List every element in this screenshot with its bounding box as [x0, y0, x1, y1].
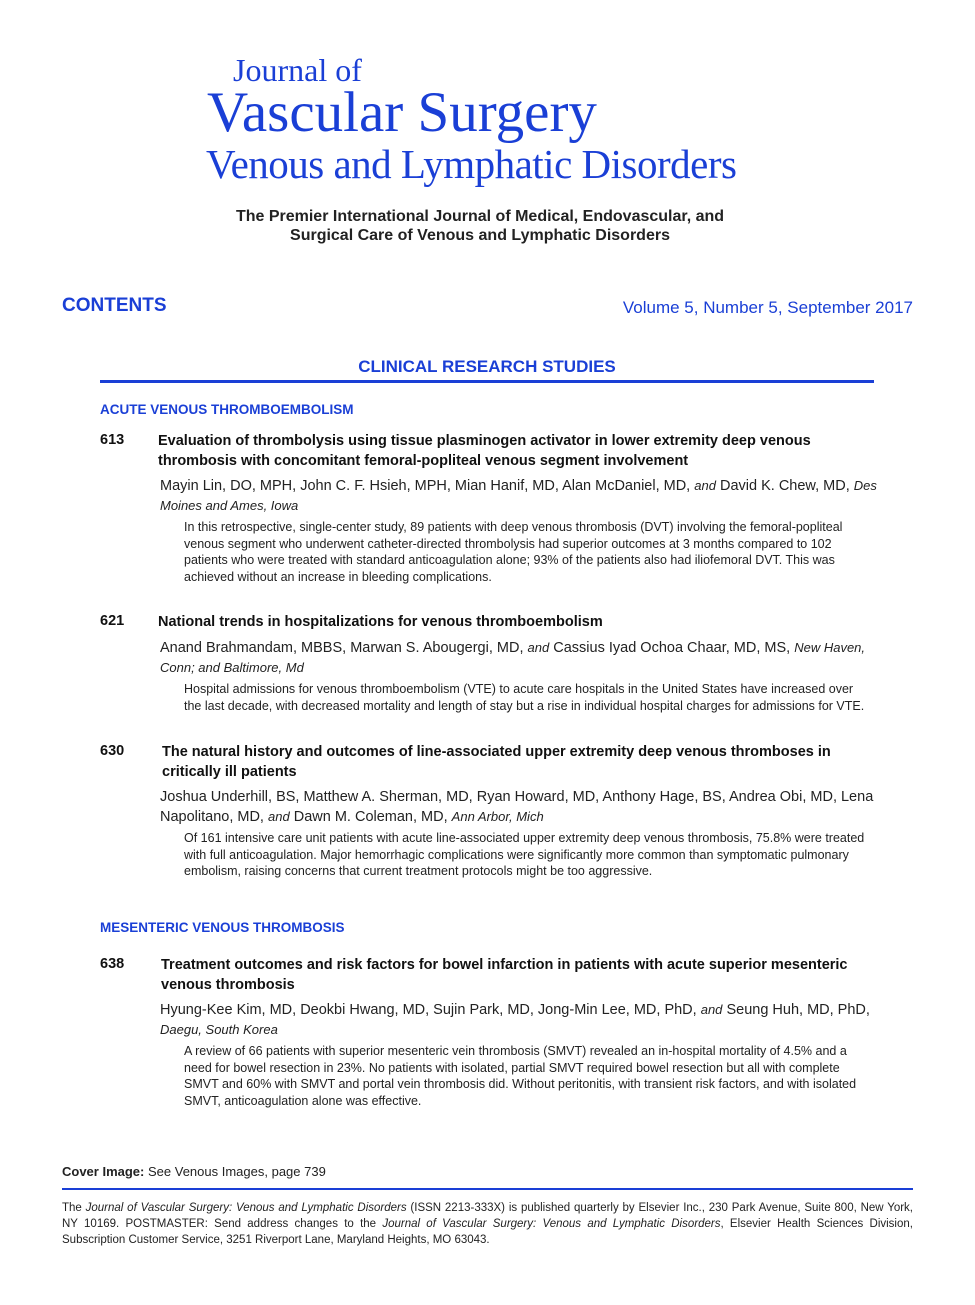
footer-text-2: (ISSN 2213-333X) is published quarterly by Elsevier Inc., 230 Park Avenue, Suite 800, New York, NY 10169. POSTMASTER: Send address changes to the [62, 1202, 914, 1230]
authors-location: New Haven, Conn; and Baltimore, Md [160, 640, 866, 675]
article-title[interactable]: National trends in hospitalizations for venous thromboembolism [158, 614, 603, 630]
authors-and: and [268, 809, 290, 824]
authors-and: and [527, 640, 550, 655]
journal-tagline [180, 207, 780, 245]
article-title[interactable]: Treatment outcomes and risk factors for bowel infarction in patients with acute superior mesenteric venous thrombosis [161, 957, 848, 993]
article-authors [160, 787, 880, 827]
authors-list: Hyung-Kee Kim, MD, Deokbi Hwang, MD, Sujin Park, MD, Jong-Min Lee, MD, PhD, [160, 1002, 697, 1018]
article-abstract: Hospital admissions for venous thromboembolism (VTE) to acute care hospitals in the United States have increased over the last decade, with decreased mortality and length of stay but a rise in individual hospital charges for admissions for VTE. [184, 682, 865, 713]
section-divider [100, 380, 874, 383]
cover-image-note [62, 1164, 326, 1179]
authors-last: Seung Huh, MD, PhD, [726, 1002, 870, 1018]
tagline-line-2: Surgical Care of Venous and Lymphatic Disorders [290, 227, 670, 244]
footer-text-3: , Elsevier Health Sciences Division, Subscription Customer Service, 3251 Riverport Lane, Maryland Heights, MO 63043. [62, 1218, 913, 1246]
authors-location: Des Moines and Ames, Iowa [160, 478, 877, 513]
article-title[interactable]: Evaluation of thrombolysis using tissue plasminogen activator in lower extremity deep venous thrombosis with concomitant femoral-popliteal venous segment involvement [158, 433, 811, 469]
footer-journal-name: Journal of Vascular Surgery: Venous and Lymphatic Disorders [85, 1202, 407, 1214]
section-title: CLINICAL RESEARCH STUDIES [358, 357, 616, 376]
authors-location: Daegu, South Korea [160, 1022, 278, 1037]
volume-info: Volume 5, Number 5, September 2017 [622, 298, 913, 317]
authors-last: David K. Chew, MD, [719, 478, 850, 494]
article-abstract: Of 161 intensive care unit patients with acute line-associated upper extremity deep venous thrombosis, 75.8% were treated with full anticoagulation. Major hemorrhagic complications were significantly more common than symptomatic pulmonary embolism, raising concerns that current treatment protocols might be too aggressive. [184, 831, 865, 878]
authors-list: Mayin Lin, DO, MPH, John C. F. Hsieh, MPH, Mian Hanif, MD, Alan McDaniel, MD, [160, 478, 691, 494]
cover-text: See Venous Images, page 739 [148, 1164, 326, 1179]
authors-list: Anand Brahmandam, MBBS, Marwan S. Abougergi, MD, [160, 640, 524, 656]
article-abstract: In this retrospective, single-center study, 89 patients with deep venous thrombosis (DVT) involving the femoral-popliteal venous segment who underwent catheter-directed thrombolysis had superior outcomes at 3 months compared to 102 patients who were treated with standard anticoagulation alone; 93% of the patients also had iliofemoral DVT. This was achieved without an increase in bleeding complications. [184, 520, 843, 584]
article-authors [160, 476, 880, 516]
article-abstract: A review of 66 patients with superior mesenteric vein thrombosis (SMVT) revealed an in-hospital mortality of 4.5% and a need for bowel resection in 23%. No patients with isolated, partial SMVT required bowel resection but all with complete SMVT and 60% with SMVT and portal vein thrombosis did. Without peritonitis, with transient risk factors, and with isolated SMVT, anticoagulation alone was effective. [184, 1044, 857, 1108]
footer-text-1: The [62, 1202, 86, 1214]
masthead-line-3: Venous and Lymphatic Disorders [206, 141, 737, 187]
article-title[interactable]: The natural history and outcomes of line-associated upper extremity deep venous thromboses in critically ill patients [162, 744, 831, 780]
authors-last: Cassius Iyad Ochoa Chaar, MD, MS, [553, 640, 791, 656]
cover-label: Cover Image: [62, 1164, 145, 1179]
contents-heading: CONTENTS [62, 295, 167, 316]
footer-journal-name-2: Journal of Vascular Surgery: Venous and Lymphatic Disorders [382, 1218, 721, 1230]
article-page-number: 613 [100, 432, 125, 448]
authors-and: and [694, 478, 716, 493]
tagline-line-1: The Premier International Journal of Medical, Endovascular, and [235, 208, 725, 225]
article-page-number: 621 [100, 613, 125, 629]
article-page-number: 630 [100, 743, 125, 759]
subsection-heading: MESENTERIC VENOUS THROMBOSIS [100, 920, 345, 935]
authors-location: Ann Arbor, Mich [451, 809, 544, 824]
masthead-line-1: Journal of [233, 52, 362, 88]
publisher-footer [62, 1200, 913, 1248]
masthead-line-2: Vascular Surgery [207, 81, 597, 144]
footer-divider [62, 1188, 913, 1190]
article-authors [160, 1000, 880, 1040]
article-page-number: 638 [100, 956, 125, 972]
article-authors [160, 638, 880, 678]
authors-and: and [700, 1002, 723, 1017]
authors-list: Joshua Underhill, BS, Matthew A. Sherman, MD, Ryan Howard, MD, Anthony Hage, BS, Andrea Obi, MD, Lena Napolitano, MD, [160, 789, 874, 825]
authors-last: Dawn M. Coleman, MD, [293, 809, 448, 825]
subsection-heading: ACUTE VENOUS THROMBOEMBOLISM [100, 402, 354, 417]
